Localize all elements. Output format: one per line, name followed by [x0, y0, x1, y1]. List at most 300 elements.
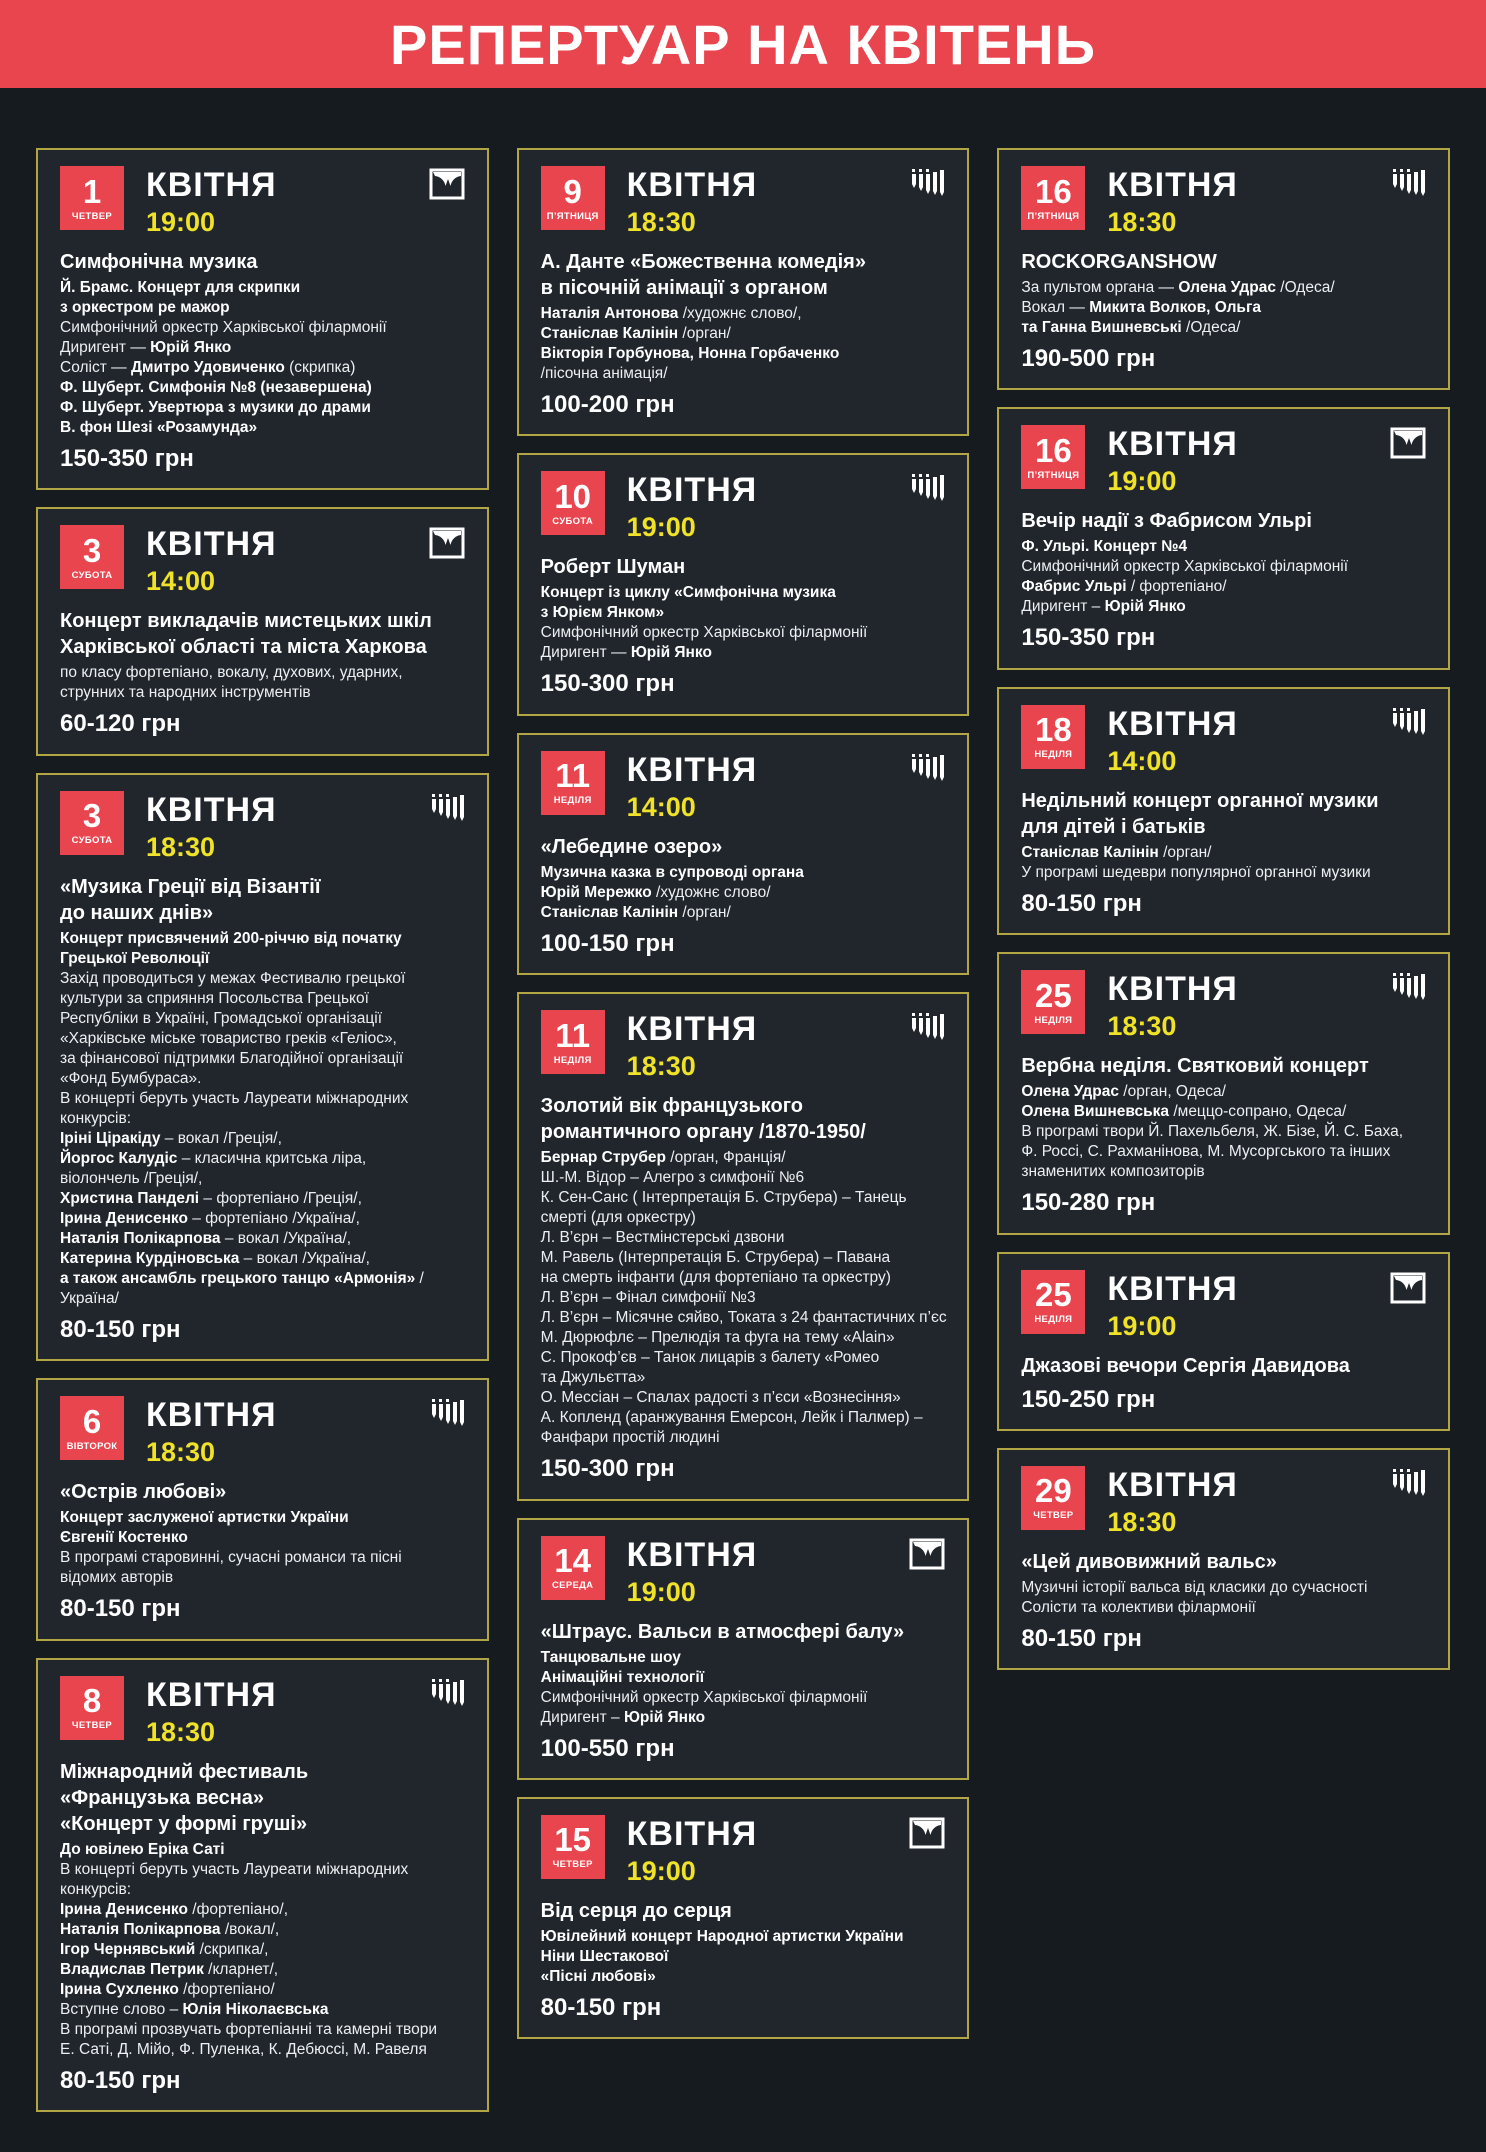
text-segment: Ф. Шуберт. Симфонія №8 (незавершена)	[60, 379, 372, 396]
event-card	[997, 1252, 1450, 1431]
text-segment: Ігор Чернявський	[60, 1940, 196, 1958]
text-segment: О. Мессіан – Спалах радості з п’єси «Вознесіння»	[540, 1389, 901, 1407]
date-number: 3	[82, 531, 102, 569]
text-segment: К. Сен-Санс ( Інтерпретація Б. Струбера) – Танець	[540, 1189, 907, 1207]
month-label: КВІТНЯ	[1107, 1269, 1238, 1308]
text-segment: Дмитро Удовиченко	[130, 359, 285, 376]
detail-line	[60, 318, 467, 338]
detail-line	[541, 364, 948, 384]
detail-line	[541, 903, 948, 923]
time-label: 18:30	[626, 207, 696, 237]
event-title-line: Золотий вік французького	[540, 1095, 803, 1118]
event-details	[541, 304, 948, 384]
text-segment: Євгенії Костенко	[60, 1529, 188, 1547]
text-segment: А. Копленд (аранжування Емерсон, Лейк і Палмер) –	[540, 1409, 923, 1427]
event-details	[60, 1840, 467, 2060]
detail-line	[541, 1947, 948, 1967]
weekday-label: СЕРЕДА	[552, 1580, 594, 1592]
date-number: 10	[554, 477, 592, 515]
detail-line	[60, 298, 467, 318]
date-number: 9	[563, 172, 582, 210]
month-time-block	[146, 166, 277, 236]
text-segment: смерті (для оркестру)	[540, 1209, 696, 1227]
text-segment: Христина Панделі	[60, 1189, 200, 1207]
organ-pipes-icon	[429, 793, 465, 825]
time-label: 18:30	[1107, 207, 1177, 237]
events-grid	[0, 88, 1486, 2152]
event-title-line: А. Данте «Божественна комедія»	[540, 251, 866, 273]
theater-curtain-icon	[909, 1817, 945, 1849]
detail-line	[60, 1568, 467, 1588]
price-label: 100-200 грн	[540, 391, 675, 418]
detail-line	[541, 1688, 948, 1708]
price-label: 60-120 грн	[60, 710, 181, 738]
text-segment: «Пісні любові»	[540, 1967, 656, 1985]
event-title	[60, 249, 467, 275]
theater-curtain-icon	[429, 527, 465, 559]
text-segment: Ф. Россі, С. Рахманінова, М. Мусоргського та інших	[1021, 1143, 1391, 1161]
text-segment: Ш.-М. Відор – Алегро з симфонії №6	[540, 1169, 805, 1187]
event-card-header	[60, 791, 467, 861]
date-badge	[541, 1815, 605, 1879]
text-segment: Ф. Ульрі. Концерт №4	[1021, 538, 1188, 556]
date-number: 29	[1034, 1472, 1072, 1510]
organ-pipes-icon	[429, 1678, 465, 1710]
month-label: КВІТНЯ	[626, 1535, 758, 1574]
text-segment: Ювілейний концерт Народної артистки України	[540, 1927, 904, 1945]
text-segment: Симфонічний оркестр Харківської філармонії	[60, 319, 387, 336]
text-segment: Станіслав Калінін	[540, 903, 679, 921]
text-segment: Катерина Курдіновська	[60, 1249, 240, 1267]
text-segment: Олена Вишневська	[1021, 1103, 1170, 1121]
detail-line	[60, 1880, 467, 1900]
detail-line	[541, 1668, 948, 1688]
month-label: КВІТНЯ	[626, 1814, 758, 1853]
theater-curtain-icon	[1390, 427, 1426, 459]
detail-line	[60, 278, 467, 298]
detail-line	[1021, 1162, 1428, 1182]
detail-line	[541, 1388, 948, 1408]
event-details	[1021, 843, 1428, 883]
detail-line	[60, 683, 467, 703]
detail-line	[60, 2020, 467, 2040]
text-segment: Фанфари простій людині	[540, 1429, 720, 1447]
detail-line	[1021, 843, 1428, 863]
text-segment: /Одеса/	[1181, 319, 1241, 336]
event-title-line: Від серця до серця	[540, 1899, 732, 1922]
text-segment: Симфонічний оркестр Харківської філармонії	[540, 624, 868, 642]
detail-line	[541, 1328, 948, 1348]
text-segment: М. Дюрюфлє – Прелюдія та фуга на тему «Alain»	[540, 1329, 895, 1347]
organ-pipes-icon	[909, 1012, 945, 1044]
detail-line	[541, 1208, 948, 1228]
organ-pipes-icon	[429, 1398, 465, 1430]
event-title	[541, 834, 948, 860]
event-title	[1021, 1549, 1428, 1575]
date-badge	[1021, 166, 1085, 230]
text-segment: Олена Удрас	[1021, 1083, 1119, 1101]
date-badge	[60, 525, 124, 589]
text-segment: В програмі прозвучать фортепіанні та камерні твори	[60, 2020, 438, 2038]
event-details	[541, 1148, 948, 1448]
event-card-header	[1021, 970, 1428, 1040]
date-number: 3	[82, 797, 102, 835]
event-title-line: Вечір надії з Фабрисом Ульрі	[1021, 510, 1312, 533]
organ-pipes-icon	[1390, 168, 1426, 200]
detail-line	[541, 1967, 948, 1987]
text-segment: Захід проводиться у межах Фестивалю грецької	[60, 969, 406, 987]
event-title	[1021, 1053, 1428, 1079]
text-segment: з Юрієм Янком»	[540, 604, 665, 622]
event-details	[60, 1508, 467, 1588]
detail-line	[541, 1708, 948, 1728]
detail-line	[541, 1188, 948, 1208]
price-label: 80-150 грн	[1021, 1624, 1142, 1652]
time-label: 14:00	[146, 566, 216, 597]
month-label: КВІТНЯ	[146, 1675, 277, 1714]
date-number: 11	[555, 757, 591, 795]
detail-line	[60, 1149, 467, 1169]
event-card-header	[60, 525, 467, 595]
event-title-line: Харківської області та міста Харкова	[60, 636, 427, 659]
event-title	[60, 1479, 467, 1505]
event-card-header	[1021, 425, 1428, 495]
weekday-label: НЕДІЛЯ	[553, 795, 592, 807]
event-card-header	[541, 471, 948, 541]
detail-line	[60, 1900, 467, 1920]
text-segment: Юрій Янко	[150, 339, 232, 356]
text-segment: Юлія Ніколаєвська	[182, 2000, 329, 2018]
text-segment: Юрій Янко	[630, 644, 712, 662]
price-label: 80-150 грн	[1021, 889, 1142, 917]
weekday-label: ЧЕТВЕР	[552, 1859, 593, 1871]
month-time-block	[146, 525, 277, 595]
organ-pipes-icon	[909, 473, 945, 505]
date-badge	[1021, 425, 1085, 489]
date-badge	[1021, 970, 1085, 1034]
organ-pipes-icon	[1390, 972, 1426, 1004]
detail-line	[541, 1288, 948, 1308]
text-segment: відомих авторів	[60, 1569, 174, 1587]
text-segment: /орган/	[1158, 843, 1212, 861]
month-label: КВІТНЯ	[626, 471, 758, 510]
detail-line	[60, 358, 467, 378]
detail-line	[60, 1980, 467, 2000]
event-title-line: «Острів любові»	[60, 1481, 227, 1504]
text-segment: культури за сприяння Посольства Грецької	[60, 989, 369, 1007]
detail-line	[60, 338, 467, 358]
theater-curtain-icon	[429, 168, 465, 200]
date-badge	[60, 1396, 124, 1460]
text-segment: Е. Саті, Д. Мійо, Ф. Пуленка, К. Дебюссі, М. Равеля	[60, 2040, 427, 2058]
event-title	[1021, 788, 1428, 840]
text-segment: /художнє слово/	[651, 883, 771, 901]
detail-line	[60, 1940, 467, 1960]
weekday-label: ЧЕТВЕР	[71, 1720, 113, 1732]
detail-line	[60, 949, 467, 969]
event-title-line: Джазові вечори Сергія Давидова	[1021, 1354, 1350, 1377]
text-segment: У програмі шедеври популярної органної музики	[1021, 863, 1371, 881]
text-segment: Наталія Полікарпова	[60, 1229, 221, 1247]
event-title-line: «Концерт у формі груші»	[60, 1812, 308, 1835]
text-segment: /кларнет/,	[203, 1960, 279, 1978]
weekday-label: НЕДІЛЯ	[1034, 1314, 1073, 1326]
weekday-label: П’ЯТНИЦЯ	[1027, 210, 1080, 222]
text-segment: /вокал/,	[220, 1920, 280, 1938]
price-label: 150-250 грн	[1021, 1385, 1156, 1413]
detail-line	[60, 1840, 467, 1860]
date-number: 14	[554, 1542, 592, 1580]
event-title-line: Роберт Шуман	[540, 556, 686, 579]
time-label: 14:00	[626, 791, 696, 822]
detail-line	[1021, 318, 1428, 338]
text-segment: В програмі старовинні, сучасні романси та пісні	[60, 1549, 402, 1567]
event-title-line: «Цей дивовижний вальс»	[1021, 1550, 1277, 1573]
text-segment: Юрій Мережко	[540, 883, 652, 901]
detail-line	[60, 1089, 467, 1109]
organ-pipes-icon	[1390, 1468, 1426, 1500]
event-title	[541, 1093, 948, 1145]
time-label: 19:00	[1107, 466, 1177, 497]
text-segment: конкурсів:	[60, 1880, 132, 1898]
event-card-header	[1021, 166, 1428, 236]
detail-line	[60, 1029, 467, 1049]
detail-line	[60, 1209, 467, 1229]
detail-line	[60, 1269, 467, 1309]
text-segment: /фортепіано/	[178, 1980, 275, 1998]
event-card	[517, 453, 970, 715]
text-segment: Й. Брамс. Концерт для скрипки	[60, 279, 301, 296]
detail-line	[1021, 863, 1428, 883]
date-number: 1	[82, 172, 102, 210]
date-badge	[60, 791, 124, 855]
event-card-header	[541, 1010, 948, 1080]
event-card	[517, 148, 970, 436]
detail-line	[1021, 1102, 1428, 1122]
date-number: 25	[1034, 1276, 1072, 1314]
month-label: КВІТНЯ	[146, 525, 277, 564]
event-card	[997, 1448, 1450, 1670]
text-segment: Йоргос Калудіс	[60, 1149, 178, 1167]
detail-line	[541, 603, 948, 623]
text-segment: Солісти та колективи філармонії	[1021, 1598, 1256, 1616]
weekday-label: ЧЕТВЕР	[71, 210, 113, 222]
detail-line	[1021, 597, 1428, 617]
date-badge	[541, 1010, 605, 1074]
text-segment: Анімаційні технології	[540, 1668, 705, 1686]
detail-line	[60, 1960, 467, 1980]
text-segment: Вокал —	[1021, 299, 1090, 316]
event-details	[541, 1927, 948, 1987]
detail-line	[1021, 557, 1428, 577]
text-segment: – фортепіано /Греція/,	[199, 1189, 362, 1207]
detail-line	[60, 1860, 467, 1880]
event-title	[1021, 249, 1428, 275]
date-badge	[60, 1676, 124, 1740]
month-label: КВІТНЯ	[1107, 970, 1238, 1009]
price-label: 190-500 грн	[1021, 345, 1156, 372]
event-card	[997, 687, 1450, 935]
event-card-header	[541, 1815, 948, 1885]
date-badge	[541, 751, 605, 815]
text-segment: С. Прокоф’єв – Танок лицарів з балету «Ромео	[540, 1349, 880, 1367]
event-title-line: Концерт викладачів мистецьких шкіл	[60, 610, 432, 633]
weekday-label: П’ЯТНИЦЯ	[1027, 469, 1080, 481]
detail-line	[541, 1148, 948, 1168]
event-title-line: Вербна неділя. Святковий концерт	[1021, 1055, 1369, 1078]
month-time-block	[627, 1536, 758, 1606]
text-segment: В концерті беруть участь Лауреати міжнародних	[60, 1089, 409, 1107]
detail-line	[60, 378, 467, 398]
text-segment: Олена Удрас	[1178, 279, 1276, 296]
event-card-header	[541, 1536, 948, 1606]
time-label: 18:30	[1107, 1011, 1177, 1042]
text-segment: Диригент —	[540, 644, 631, 662]
event-card	[36, 507, 489, 755]
month-label: КВІТНЯ	[146, 166, 277, 204]
event-card-header	[60, 1396, 467, 1466]
date-number: 6	[82, 1402, 102, 1440]
month-time-block	[627, 1010, 758, 1080]
month-label: КВІТНЯ	[146, 790, 277, 829]
text-segment: Станіслав Калінін	[540, 325, 679, 342]
column-2	[517, 148, 970, 2039]
time-label: 19:00	[626, 1855, 696, 1886]
month-time-block	[627, 751, 758, 821]
detail-line	[541, 1308, 948, 1328]
event-details	[541, 583, 948, 663]
time-label: 18:30	[146, 1716, 216, 1747]
detail-line	[541, 304, 948, 324]
text-segment: Концерт присвячений 200-річчю від початку	[60, 929, 402, 947]
text-segment: Диригент –	[540, 1708, 624, 1726]
event-title-line: для дітей і батьків	[1021, 815, 1206, 838]
date-badge	[1021, 1270, 1085, 1334]
event-title	[60, 874, 467, 926]
text-segment: До ювілею Еріка Саті	[60, 1840, 225, 1858]
month-time-block	[1107, 1466, 1238, 1536]
text-segment: Ф. Шуберт. Увертюра з музики до драми	[60, 399, 371, 416]
month-label: КВІТНЯ	[626, 166, 758, 204]
text-segment: Л. В’єрн – Місячне сяйво, Токата з 24 фантастичних п’єс	[540, 1309, 947, 1327]
text-segment: та Ганна Вишневські	[1021, 319, 1182, 336]
event-card-header	[541, 751, 948, 821]
event-title-line: Недільний концерт органної музики	[1021, 789, 1379, 812]
event-details	[60, 663, 467, 703]
text-segment: – фортепіано /Україна/,	[187, 1209, 360, 1227]
detail-line	[60, 1169, 467, 1189]
event-card-header	[60, 166, 467, 236]
time-label: 14:00	[1107, 745, 1177, 776]
text-segment: з оркестром ре мажор	[60, 299, 230, 316]
detail-line	[60, 1109, 467, 1129]
text-segment: конкурсів:	[60, 1109, 132, 1127]
detail-line	[60, 2040, 467, 2060]
detail-line	[60, 1229, 467, 1249]
month-time-block	[627, 471, 758, 541]
event-title-line: «Лебедине озеро»	[540, 835, 723, 858]
event-title-line: романтичного органу /1870-1950/	[540, 1121, 866, 1144]
event-card	[997, 952, 1450, 1234]
text-segment: /пісочна анімація/	[540, 365, 668, 382]
event-card	[517, 733, 970, 975]
text-segment: – вокал /Україна/,	[220, 1229, 352, 1247]
date-number: 11	[555, 1016, 591, 1054]
text-segment: – класична критська ліра,	[177, 1149, 367, 1167]
event-card	[997, 148, 1450, 390]
month-time-block	[627, 1815, 758, 1885]
text-segment: Танцювальне шоу	[540, 1648, 681, 1666]
event-card	[517, 992, 970, 1500]
time-label: 18:30	[146, 1437, 216, 1468]
detail-line	[541, 1228, 948, 1248]
text-segment: Симфонічний оркестр Харківської філармонії	[540, 1688, 868, 1706]
detail-line	[541, 1168, 948, 1188]
organ-pipes-icon	[909, 168, 945, 200]
text-segment: Микита Волков, Ольга	[1089, 299, 1262, 316]
detail-line	[541, 324, 948, 344]
event-title-line: до наших днів»	[60, 901, 214, 924]
weekday-label: ЧЕТВЕР	[1033, 1510, 1074, 1522]
text-segment: Соліст —	[60, 359, 131, 376]
weekday-label: НЕДІЛЯ	[553, 1054, 592, 1066]
event-card	[36, 1658, 489, 2112]
text-segment: /орган, Франція/	[666, 1149, 786, 1167]
event-details	[541, 1648, 948, 1728]
price-label: 150-280 грн	[1021, 1189, 1156, 1217]
detail-line	[60, 1548, 467, 1568]
text-segment: Л. В’єрн – Вестмінстерські дзвони	[540, 1229, 785, 1247]
event-card	[36, 148, 489, 490]
month-time-block	[146, 791, 277, 861]
text-segment: М. Равель (Інтерпретація Б. Струбера) – Павана	[540, 1249, 891, 1267]
text-segment: /Україна/	[60, 1269, 424, 1307]
time-label: 18:30	[626, 1051, 696, 1082]
month-time-block	[1107, 166, 1238, 236]
month-label: КВІТНЯ	[146, 1396, 277, 1435]
text-segment: Ніни Шестакової	[540, 1947, 669, 1965]
page-title: РЕПЕРТУАР НА КВІТЕНЬ	[390, 12, 1096, 76]
weekday-label: НЕДІЛЯ	[1034, 749, 1073, 761]
text-segment: /меццо-сопрано, Одеса/	[1169, 1103, 1347, 1121]
text-segment: В. фон Шезі «Розамунда»	[60, 419, 258, 436]
text-segment: Наталія Антонова	[540, 305, 679, 322]
detail-line	[60, 1069, 467, 1089]
detail-line	[60, 1528, 467, 1548]
detail-line	[1021, 1082, 1428, 1102]
text-segment: Концерт заслуженої артистки України	[60, 1509, 349, 1527]
text-segment: «Харківське міське товариство греків «Геліос»,	[60, 1029, 397, 1047]
detail-line	[541, 583, 948, 603]
date-badge	[541, 471, 605, 535]
detail-line	[1021, 1142, 1428, 1162]
text-segment: – вокал /Греція/,	[160, 1129, 282, 1147]
event-title	[60, 1759, 467, 1837]
detail-line	[60, 929, 467, 949]
month-label: КВІТНЯ	[1107, 425, 1238, 464]
event-details	[1021, 278, 1428, 338]
month-label: КВІТНЯ	[626, 750, 758, 789]
detail-line	[541, 1927, 948, 1947]
event-title-line: Симфонічна музика	[60, 251, 258, 273]
event-details	[60, 929, 467, 1309]
detail-line	[60, 1009, 467, 1029]
price-label: 80-150 грн	[60, 1315, 181, 1343]
column-1	[36, 148, 489, 2112]
event-title	[541, 1898, 948, 1924]
organ-pipes-icon	[909, 753, 945, 785]
detail-line	[1021, 1122, 1428, 1142]
